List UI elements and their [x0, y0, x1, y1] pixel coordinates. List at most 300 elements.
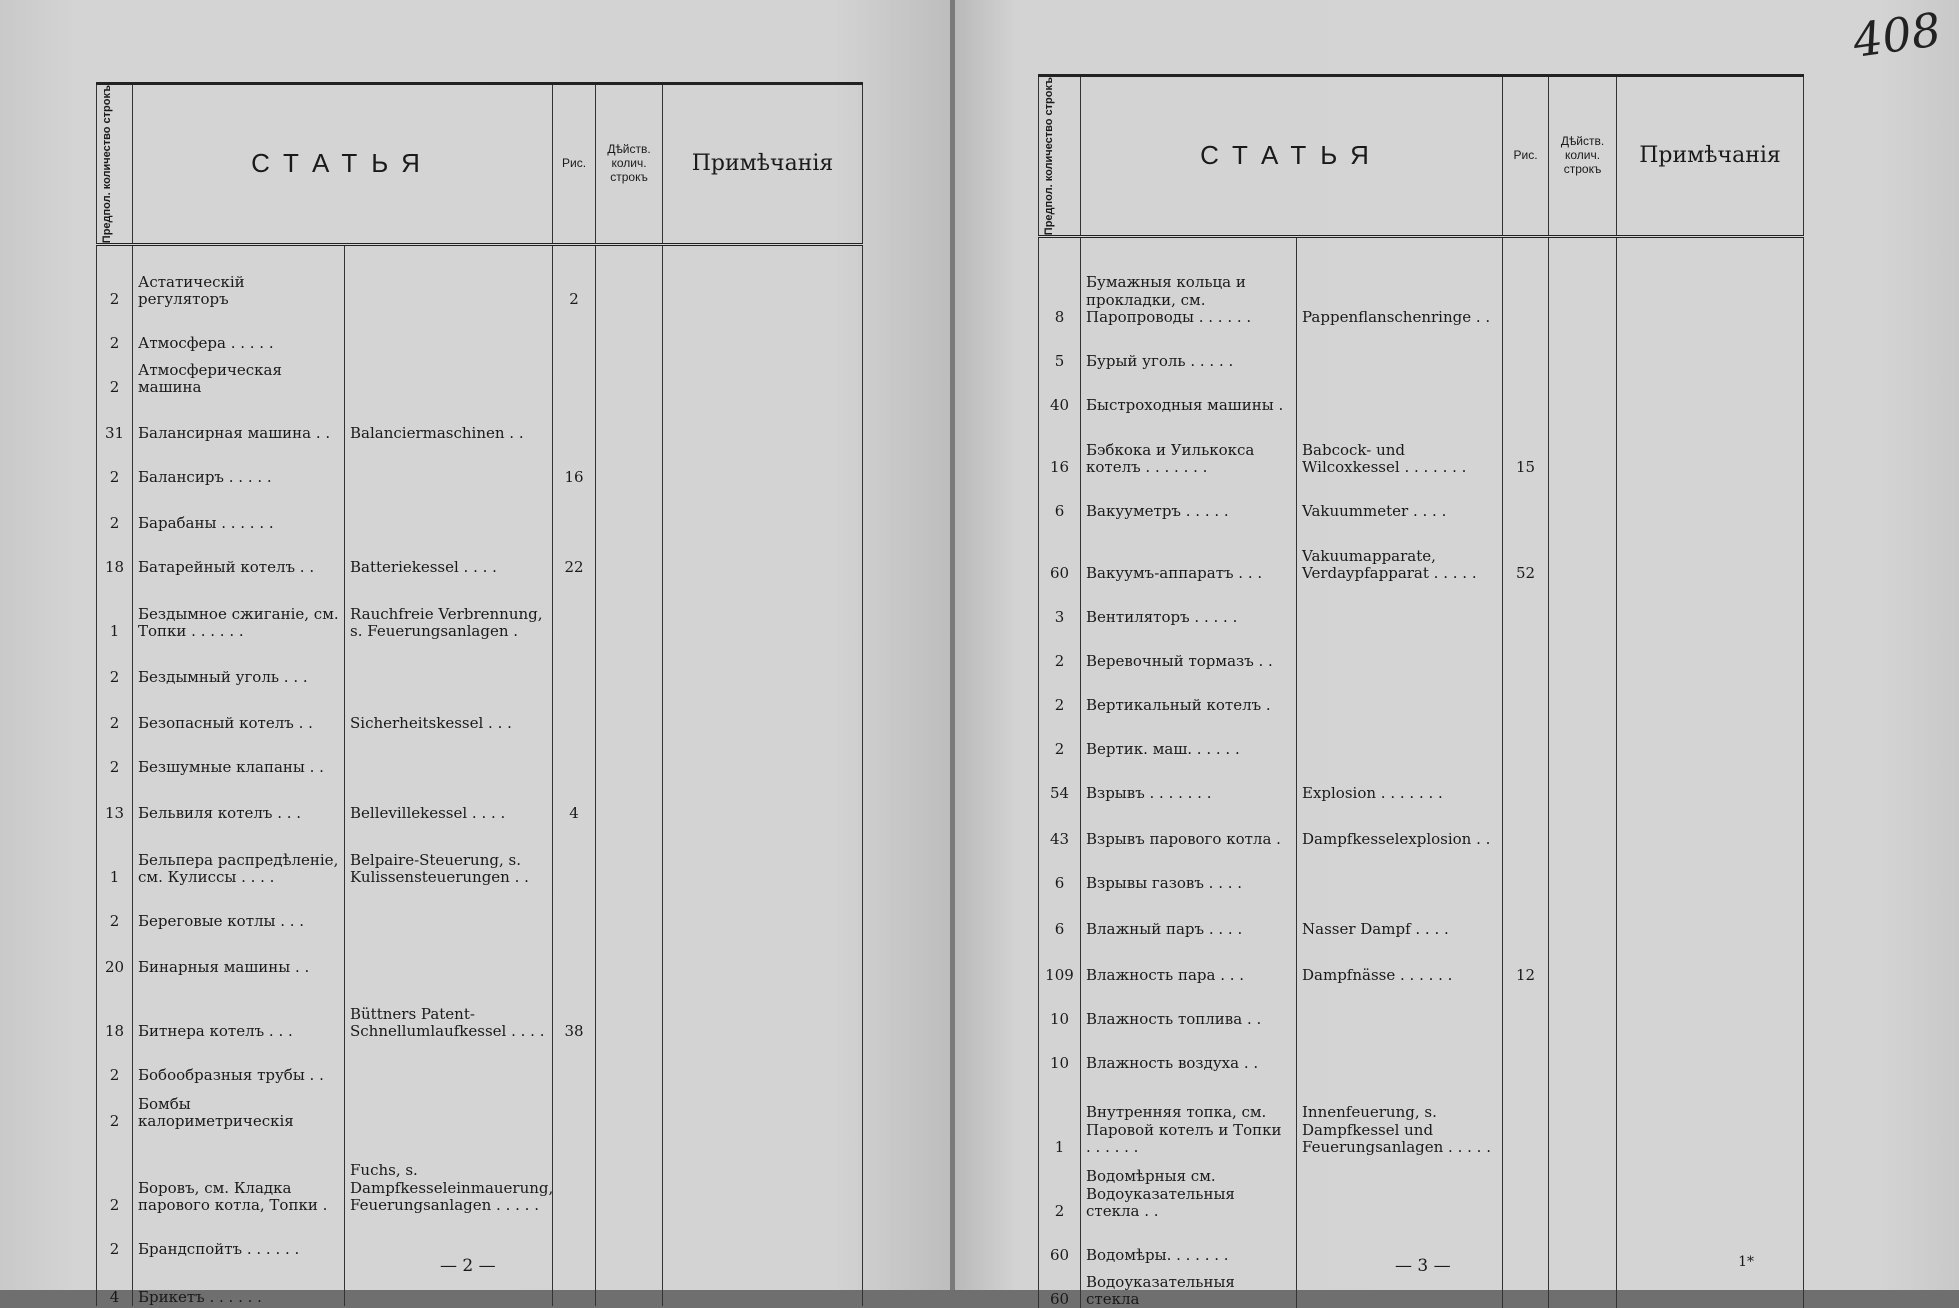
entry-figure-number [1503, 848, 1549, 892]
entry-qty: 60 [1039, 1264, 1081, 1308]
entry-figure-number [553, 732, 596, 776]
entry-german-term: Belpaire-Steuerung, s. Kulissensteuerungen . . [345, 822, 553, 886]
entry-term: Взрывы газовъ . . . . [1081, 848, 1297, 892]
entry-qty: 2 [1039, 670, 1081, 714]
entry-row [1039, 892, 1804, 938]
entry-row [97, 732, 863, 776]
entry-note [1617, 1028, 1804, 1072]
entry-row [1039, 260, 1804, 326]
entry-figure-number [1503, 1264, 1549, 1308]
left-page [0, 0, 950, 1306]
article-header: СТАТЬЯ [133, 84, 553, 245]
entry-qty: 16 [1039, 414, 1081, 476]
entry-actual-lines [596, 640, 663, 686]
entry-row [1039, 370, 1804, 414]
entry-note [663, 1214, 863, 1258]
entry-qty: 6 [1039, 892, 1081, 938]
entry-row [97, 576, 863, 640]
entry-term: Влажность воздуха . . [1081, 1028, 1297, 1072]
entry-figure-number [1503, 670, 1549, 714]
entry-row [97, 396, 863, 442]
entry-actual-lines [1549, 892, 1617, 938]
entry-actual-lines [596, 930, 663, 976]
entry-term: Брикетъ . . . . . . [133, 1258, 345, 1306]
entry-figure-number [553, 396, 596, 442]
entry-figure-number [1503, 260, 1549, 326]
entry-term: Боровъ, см. Кладка парового котла, Топки . [133, 1130, 345, 1214]
entry-term: Битнера котелъ . . . [133, 976, 345, 1040]
entry-figure-number [1503, 582, 1549, 626]
notes-header: Примѣчанія [663, 84, 863, 245]
entry-note [1617, 1072, 1804, 1156]
entry-note [663, 396, 863, 442]
entry-note [1617, 414, 1804, 476]
entry-qty: 1 [97, 822, 133, 886]
entry-row [97, 640, 863, 686]
entry-figure-number [1503, 626, 1549, 670]
entry-german-term [345, 442, 553, 486]
entry-german-term: Innenfeuerung, s. Dampfkessel und Feuerungsanlagen . . . . . [1297, 1072, 1503, 1156]
entry-term: Вакууметръ . . . . . [1081, 476, 1297, 520]
entry-note [1617, 938, 1804, 984]
entry-figure-number [553, 352, 596, 396]
entry-row [1039, 670, 1804, 714]
entry-german-term [345, 930, 553, 976]
entry-row [97, 886, 863, 930]
entry-actual-lines [1549, 520, 1617, 582]
entry-term: Брандспойтъ . . . . . . [133, 1214, 345, 1258]
entry-row [97, 352, 863, 396]
entry-row [97, 1130, 863, 1214]
entry-qty: 2 [97, 1214, 133, 1258]
entry-actual-lines [1549, 414, 1617, 476]
entry-term: Береговые котлы . . . [133, 886, 345, 930]
entry-actual-lines [1549, 476, 1617, 520]
entry-actual-lines [596, 732, 663, 776]
entry-note [1617, 670, 1804, 714]
entry-qty: 60 [1039, 1220, 1081, 1264]
entry-qty: 2 [97, 1130, 133, 1214]
entry-row [1039, 714, 1804, 758]
entry-actual-lines [1549, 260, 1617, 326]
entry-actual-lines [596, 1040, 663, 1084]
entry-figure-number [1503, 370, 1549, 414]
entry-qty: 2 [1039, 1156, 1081, 1220]
entry-term: Внутренняя топка, см. Паровой котелъ и Топки . . . . . . [1081, 1072, 1297, 1156]
entry-figure-number [553, 1084, 596, 1130]
entry-actual-lines [1549, 758, 1617, 802]
entry-note [1617, 370, 1804, 414]
entry-figure-number [553, 576, 596, 640]
entry-german-term [345, 352, 553, 396]
entry-figure-number [553, 930, 596, 976]
entry-term: Быстроходныя машины . [1081, 370, 1297, 414]
entry-qty: 1 [1039, 1072, 1081, 1156]
entry-qty: 43 [1039, 802, 1081, 848]
entry-qty: 54 [1039, 758, 1081, 802]
entry-row [97, 1214, 863, 1258]
entry-term: Бинарныя машины . . [133, 930, 345, 976]
entry-actual-lines [1549, 938, 1617, 984]
entry-qty: 10 [1039, 1028, 1081, 1072]
entry-figure-number [1503, 1220, 1549, 1264]
entry-note [663, 976, 863, 1040]
entry-actual-lines [1549, 714, 1617, 758]
entry-actual-lines [596, 486, 663, 532]
entry-german-term [1297, 984, 1503, 1028]
entry-row [97, 776, 863, 822]
entry-german-term: Balanciermaschinen . . [345, 396, 553, 442]
entry-row [97, 442, 863, 486]
entry-actual-lines [596, 1084, 663, 1130]
entry-figure-number [553, 1258, 596, 1306]
entry-qty: 109 [1039, 938, 1081, 984]
entry-german-term: Dampfnässe . . . . . . [1297, 938, 1503, 984]
entry-figure-number [553, 640, 596, 686]
entry-note [1617, 1156, 1804, 1220]
entry-row [97, 822, 863, 886]
entry-figure-number [553, 486, 596, 532]
entry-german-term [345, 640, 553, 686]
entry-note [663, 1040, 863, 1084]
handwritten-folio-number: 408 [1849, 2, 1945, 68]
fig-header: Рис. [553, 84, 596, 245]
entry-row [97, 486, 863, 532]
entry-term: Вертик. маш. . . . . . [1081, 714, 1297, 758]
entry-german-term [345, 1214, 553, 1258]
entry-row [97, 268, 863, 308]
entry-figure-number [553, 1130, 596, 1214]
fig-header: Рис. [1503, 76, 1549, 237]
entry-note [1617, 848, 1804, 892]
entry-note [1617, 802, 1804, 848]
entry-term: Балансирная машина . . [133, 396, 345, 442]
entry-row [97, 930, 863, 976]
entry-note [663, 640, 863, 686]
entry-row [1039, 1072, 1804, 1156]
entry-term: Бомбы калориметрическія [133, 1084, 345, 1130]
entry-german-term [1297, 1028, 1503, 1072]
entry-qty: 10 [1039, 984, 1081, 1028]
entry-row [1039, 326, 1804, 370]
entry-row [97, 1084, 863, 1130]
entry-german-term [1297, 1156, 1503, 1220]
entry-qty: 18 [97, 976, 133, 1040]
entry-actual-lines [596, 532, 663, 576]
entry-row [1039, 582, 1804, 626]
entry-figure-number [1503, 892, 1549, 938]
notes-header: Примѣчанія [1617, 76, 1804, 237]
entry-figure-number [553, 1214, 596, 1258]
entry-actual-lines [596, 442, 663, 486]
entry-term: Водомѣрныя см. Водоуказательныя стекла . . [1081, 1156, 1297, 1220]
entry-actual-lines [596, 396, 663, 442]
entry-term: Безшумные клапаны . . [133, 732, 345, 776]
entry-actual-lines [596, 886, 663, 930]
entry-row [1039, 938, 1804, 984]
entry-german-term [1297, 848, 1503, 892]
entry-note [1617, 260, 1804, 326]
entry-qty: 2 [97, 1040, 133, 1084]
entry-note [663, 442, 863, 486]
entry-figure-number: 52 [1503, 520, 1549, 582]
entry-row [97, 976, 863, 1040]
entry-term: Вертикальный котелъ . [1081, 670, 1297, 714]
entry-actual-lines [1549, 1072, 1617, 1156]
entry-german-term: Vakuummeter . . . . [1297, 476, 1503, 520]
entry-actual-lines [1549, 802, 1617, 848]
entry-figure-number: 4 [553, 776, 596, 822]
entry-note [663, 732, 863, 776]
entry-german-term: Sicherheitskessel . . . [345, 686, 553, 732]
entry-row [97, 532, 863, 576]
entry-figure-number: 38 [553, 976, 596, 1040]
entry-term: Балансиръ . . . . . [133, 442, 345, 486]
article-header: СТАТЬЯ [1081, 76, 1503, 237]
entry-term: Бездымное сжиганіе, см. Топки . . . . . . [133, 576, 345, 640]
entry-term: Водомѣры. . . . . . . [1081, 1220, 1297, 1264]
entry-german-term: Rauchfreie Verbrennung, s. Feuerungsanlagen . [345, 576, 553, 640]
entry-note [663, 1130, 863, 1214]
entry-note [663, 532, 863, 576]
entry-qty: 20 [97, 930, 133, 976]
entry-actual-lines [596, 686, 663, 732]
entry-qty: 2 [97, 886, 133, 930]
entry-note [1617, 892, 1804, 938]
entry-german-term [1297, 582, 1503, 626]
entry-note [1617, 1264, 1804, 1308]
entry-figure-number [553, 822, 596, 886]
entry-note [663, 776, 863, 822]
entry-term: Взрывъ . . . . . . . [1081, 758, 1297, 802]
entry-qty: 5 [1039, 326, 1081, 370]
entry-qty: 8 [1039, 260, 1081, 326]
entry-figure-number [553, 686, 596, 732]
entry-german-term [1297, 670, 1503, 714]
entry-term: Взрывъ парового котла . [1081, 802, 1297, 848]
entry-german-term: Vakuumapparate, Verdaypfapparat . . . . . [1297, 520, 1503, 582]
entry-figure-number [1503, 1156, 1549, 1220]
entry-german-term: Dampfkesselexplosion . . [1297, 802, 1503, 848]
entry-term: Бельвиля котелъ . . . [133, 776, 345, 822]
entry-qty: 13 [97, 776, 133, 822]
entry-actual-lines [1549, 1220, 1617, 1264]
entry-actual-lines [1549, 1028, 1617, 1072]
entry-term: Атмосферическая машина [133, 352, 345, 396]
entry-german-term [345, 1084, 553, 1130]
entry-term: Вентиляторъ . . . . . [1081, 582, 1297, 626]
entry-qty: 6 [1039, 848, 1081, 892]
left-ledger-body [97, 245, 863, 1307]
entry-figure-number: 22 [553, 532, 596, 576]
entry-german-term [1297, 626, 1503, 670]
entry-qty: 3 [1039, 582, 1081, 626]
entry-qty: 2 [97, 308, 133, 352]
actual-lines-header: Дѣйств. колич. строкъ [1549, 76, 1617, 237]
entry-term: Влажный паръ . . . . [1081, 892, 1297, 938]
entry-german-term: Babcock- und Wilcoxkessel . . . . . . . [1297, 414, 1503, 476]
entry-german-term [345, 1040, 553, 1084]
entry-german-term [345, 308, 553, 352]
entry-term: Водоуказательныя стекла [1081, 1264, 1297, 1308]
entry-actual-lines [1549, 848, 1617, 892]
entry-term: Веревочный тормазъ . . [1081, 626, 1297, 670]
entry-note [663, 886, 863, 930]
entry-term: Вакуумъ-аппаратъ . . . [1081, 520, 1297, 582]
entry-qty: 2 [1039, 714, 1081, 758]
entry-row [1039, 626, 1804, 670]
entry-note [663, 686, 863, 732]
entry-figure-number [553, 886, 596, 930]
entry-german-term: Nasser Dampf . . . . [1297, 892, 1503, 938]
entry-qty: 6 [1039, 476, 1081, 520]
entry-row [1039, 476, 1804, 520]
entry-qty: 18 [97, 532, 133, 576]
right-ledger-table [1038, 74, 1804, 1308]
entry-actual-lines [596, 308, 663, 352]
entry-term: Влажность пара . . . [1081, 938, 1297, 984]
entry-figure-number [1503, 1028, 1549, 1072]
entry-term: Безопасный котелъ . . [133, 686, 345, 732]
entry-actual-lines [596, 1130, 663, 1214]
entry-row [97, 686, 863, 732]
entry-qty: 60 [1039, 520, 1081, 582]
entry-qty: 4 [97, 1258, 133, 1306]
qty-header: Предпол. количество строкъ [97, 84, 133, 245]
entry-figure-number [553, 1040, 596, 1084]
entry-figure-number [1503, 326, 1549, 370]
entry-figure-number [1503, 476, 1549, 520]
entry-term: Бездымный уголь . . . [133, 640, 345, 686]
entry-term: Атмосфера . . . . . [133, 308, 345, 352]
entry-note [1617, 1220, 1804, 1264]
entry-note [1617, 984, 1804, 1028]
entry-qty: 1 [97, 576, 133, 640]
entry-note [1617, 714, 1804, 758]
entry-german-term [1297, 714, 1503, 758]
entry-german-term: Bellevillekessel . . . . [345, 776, 553, 822]
left-ledger-table [96, 82, 863, 1306]
entry-actual-lines [596, 352, 663, 396]
right-page [955, 0, 1959, 1308]
entry-row [1039, 758, 1804, 802]
entry-term: Бумажныя кольца и прокладки, см. Паропроводы . . . . . . [1081, 260, 1297, 326]
entry-note [663, 352, 863, 396]
entry-row [1039, 520, 1804, 582]
entry-actual-lines [596, 776, 663, 822]
right-ledger-body [1039, 237, 1804, 1308]
entry-term: Бурый уголь . . . . . [1081, 326, 1297, 370]
entry-actual-lines [596, 1258, 663, 1306]
entry-note [663, 1258, 863, 1306]
entry-term: Бэбкока и Уилькокса котелъ . . . . . . . [1081, 414, 1297, 476]
entry-note [1617, 476, 1804, 520]
entry-note [663, 308, 863, 352]
entry-note [663, 930, 863, 976]
entry-actual-lines [596, 576, 663, 640]
entry-german-term: Büttners Patent-Schnellumlaufkessel . . . . [345, 976, 553, 1040]
entry-german-term [345, 732, 553, 776]
entry-qty: 2 [97, 352, 133, 396]
qty-header: Предпол. количество строкъ [1039, 76, 1081, 237]
entry-row [97, 1040, 863, 1084]
entry-actual-lines [1549, 582, 1617, 626]
entry-qty: 40 [1039, 370, 1081, 414]
entry-actual-lines [1549, 326, 1617, 370]
entry-actual-lines [1549, 626, 1617, 670]
entry-figure-number [1503, 758, 1549, 802]
entry-figure-number [1503, 714, 1549, 758]
actual-lines-header: Дѣйств. колич. строкъ [596, 84, 663, 245]
entry-qty: 2 [97, 486, 133, 532]
entry-german-term: Pappenflanschenringe . . [1297, 260, 1503, 326]
entry-actual-lines [596, 268, 663, 308]
entry-qty: 2 [97, 640, 133, 686]
entry-note [663, 486, 863, 532]
entry-actual-lines [1549, 984, 1617, 1028]
entry-qty: 2 [97, 732, 133, 776]
entry-figure-number: 16 [553, 442, 596, 486]
entry-actual-lines [1549, 1264, 1617, 1308]
entry-note [663, 822, 863, 886]
entry-actual-lines [1549, 370, 1617, 414]
entry-german-term: Batteriekessel . . . . [345, 532, 553, 576]
entry-term: Влажность топлива . . [1081, 984, 1297, 1028]
entry-qty: 31 [97, 396, 133, 442]
entry-row [1039, 984, 1804, 1028]
entry-qty: 2 [97, 1084, 133, 1130]
left-page-number: — 2 — [440, 1256, 496, 1276]
entry-row [97, 308, 863, 352]
entry-actual-lines [1549, 1156, 1617, 1220]
entry-note [1617, 326, 1804, 370]
entry-note [663, 1084, 863, 1130]
entry-note [1617, 626, 1804, 670]
entry-term: Барабаны . . . . . . [133, 486, 345, 532]
entry-row [1039, 848, 1804, 892]
entry-german-term: Explosion . . . . . . . [1297, 758, 1503, 802]
entry-note [1617, 520, 1804, 582]
entry-figure-number: 12 [1503, 938, 1549, 984]
entry-note [663, 268, 863, 308]
entry-qty: 2 [1039, 626, 1081, 670]
right-page-number: — 3 — [1395, 1256, 1451, 1276]
entry-qty: 2 [97, 442, 133, 486]
entry-actual-lines [1549, 670, 1617, 714]
entry-qty: 2 [97, 686, 133, 732]
entry-german-term [1297, 370, 1503, 414]
entry-row [1039, 1028, 1804, 1072]
entry-row [1039, 802, 1804, 848]
entry-figure-number: 2 [553, 268, 596, 308]
entry-note [1617, 758, 1804, 802]
entry-note [1617, 582, 1804, 626]
entry-note [663, 576, 863, 640]
entry-german-term [345, 268, 553, 308]
entry-figure-number [1503, 802, 1549, 848]
entry-figure-number [553, 308, 596, 352]
entry-actual-lines [596, 822, 663, 886]
entry-row [1039, 414, 1804, 476]
entry-german-term [345, 486, 553, 532]
entry-figure-number [1503, 1072, 1549, 1156]
entry-term: Бельпера распредѣленіе, см. Кулиссы . . . . [133, 822, 345, 886]
entry-german-term [345, 886, 553, 930]
entry-actual-lines [596, 1214, 663, 1258]
entry-figure-number: 15 [1503, 414, 1549, 476]
entry-qty: 2 [97, 268, 133, 308]
entry-term: Батарейный котелъ . . [133, 532, 345, 576]
